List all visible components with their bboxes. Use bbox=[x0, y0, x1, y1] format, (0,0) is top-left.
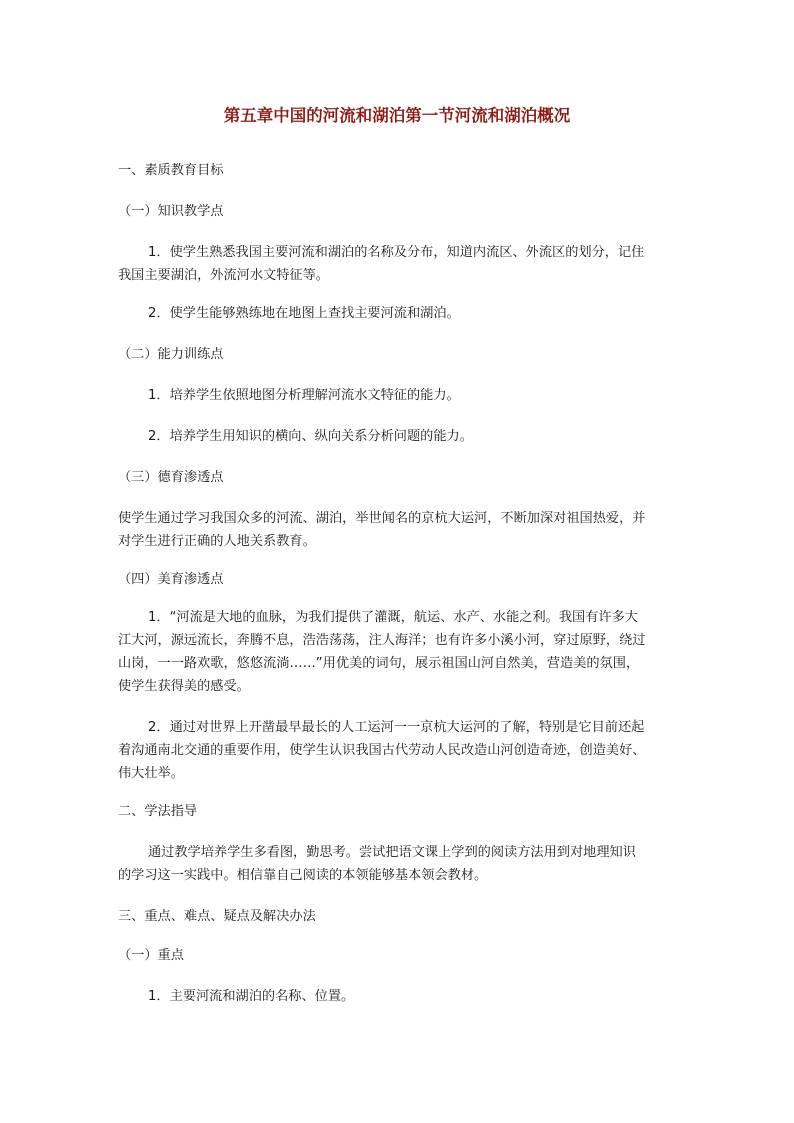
subheading-ability: （二）能力训练点 bbox=[118, 347, 224, 362]
document-title: 第五章中国的河流和湖泊第一节河流和湖泊概况 bbox=[223, 106, 571, 125]
section-heading-study-guide: 二、学法指导 bbox=[118, 804, 198, 819]
paragraph-line: 使学生获得美的感受。 bbox=[118, 679, 250, 694]
paragraph-line: 1．使学生熟悉我国主要河流和湖泊的名称及分布，知道内流区、外流区的划分，记住 bbox=[148, 245, 645, 260]
subheading-moral: （三）德育渗透点 bbox=[118, 470, 224, 485]
paragraph-line: 山岗，一一路欢歌，悠悠流淌……”用优美的词句，展示祖国山河自然美，营造美的氛围， bbox=[118, 656, 640, 671]
paragraph-line: 1．培养学生依照地图分析理解河流水文特征的能力。 bbox=[148, 388, 460, 403]
section-heading-objectives: 一、素质教育目标 bbox=[118, 163, 224, 178]
paragraph-line: 1．主要河流和湖泊的名称、位置。 bbox=[148, 989, 355, 1004]
paragraph-line: 2．通过对世界上开凿最早最长的人工运河一一京杭大运河的了解，特别是它目前还起 bbox=[148, 720, 645, 735]
paragraph-line: 伟大壮举。 bbox=[118, 766, 184, 781]
paragraph-line: 通过教学培养学生多看图，勤思考。尝试把语文课上学到的阅读方法用到对地理知识 bbox=[148, 845, 636, 860]
paragraph-line: 我国主要湖泊，外流河水文特征等。 bbox=[118, 268, 329, 283]
paragraph-line: 对学生进行正确的人地关系教育。 bbox=[118, 534, 316, 549]
paragraph-line: 的学习这一实践中。相信靠自己阅读的本领能够基本领会教材。 bbox=[118, 868, 488, 883]
paragraph-line: 江大河，源远流长，奔腾不息，浩浩荡荡，注人海洋；也有许多小溪小河，穿过原野，绕过 bbox=[118, 633, 646, 648]
section-heading-key-points: 三、重点、难点、疑点及解决办法 bbox=[118, 909, 316, 924]
paragraph-line: 使学生通过学习我国众多的河流、湖泊，举世闻名的京杭大运河，不断加深对祖国热爱，并 bbox=[118, 511, 646, 526]
subheading-key-point: （一）重点 bbox=[118, 948, 184, 963]
paragraph-line: 2．培养学生用知识的横向、纵向关系分析问题的能力。 bbox=[148, 429, 473, 444]
paragraph-line: 着沟通南北交通的重要作用，使学生认识我国古代劳动人民改造山河创造奇迹，创造美好、 bbox=[118, 743, 646, 758]
subheading-aesthetic: （四）美育渗透点 bbox=[118, 572, 224, 587]
paragraph-line: 2．使学生能够熟练地在地图上查找主要河流和湖泊。 bbox=[148, 306, 460, 321]
paragraph-line: 1．“河流是大地的血脉，为我们提供了灌溉，航运、水产、水能之利。我国有许多大 bbox=[148, 610, 638, 625]
subheading-knowledge: （一）知识教学点 bbox=[118, 204, 224, 219]
